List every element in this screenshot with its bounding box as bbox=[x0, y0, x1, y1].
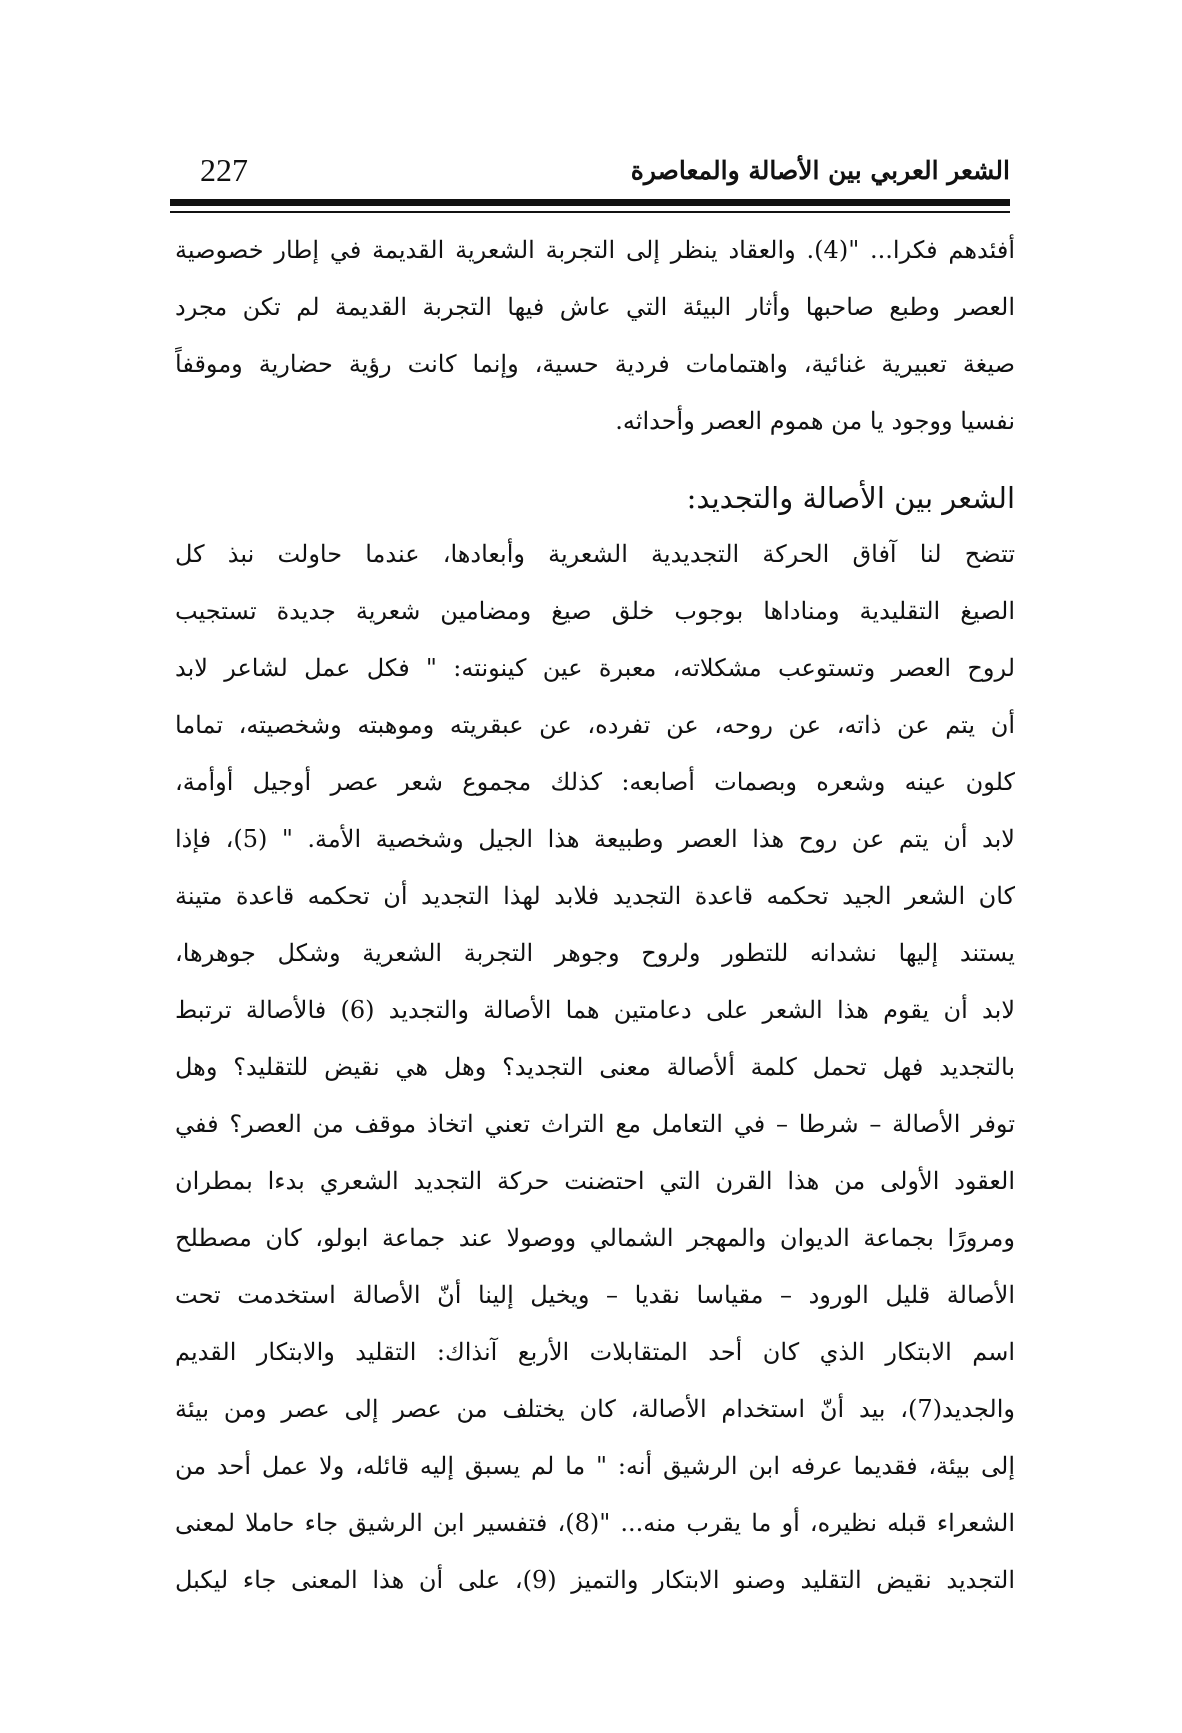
page-number: 227 bbox=[200, 152, 248, 188]
text-line: تتضح لنا آفاق الحركة التجديدية الشعرية وأبعادها، عندما حاولت نبذ كل bbox=[175, 540, 1015, 568]
text-line: يستند إليها نشدانه للتطور ولروح وجوهر التجربة الشعرية وشكل جوهرها، bbox=[175, 939, 1015, 967]
running-header bbox=[170, 150, 1010, 196]
header-rule-thick bbox=[170, 199, 1010, 206]
text-line: كلون عينه وشعره وبصمات أصابعه: كذلك مجموع شعر عصر أوجيل أوأمة، bbox=[175, 768, 1015, 796]
text-line: التجديد نقيض التقليد وصنو الابتكار والتميز (9)، على أن هذا المعنى جاء ليكبل bbox=[175, 1566, 1015, 1594]
text-line: لابد أن يقوم هذا الشعر على دعامتين هما الأصالة والتجديد (6) فالأصالة ترتبط bbox=[175, 996, 1015, 1024]
text-line: لابد أن يتم عن روح هذا العصر وطبيعة هذا الجيل وشخصية الأمة. " (5)، فإذا bbox=[175, 825, 1015, 853]
text-line: بالتجديد فهل تحمل كلمة ألأصالة معنى التجديد؟ وهل هي نقيض للتقليد؟ وهل bbox=[175, 1053, 1015, 1081]
text-line: إلى بيئة، فقديما عرفه ابن الرشيق أنه: " ما لم يسبق إليه قائله، ولا عمل أحد من bbox=[175, 1452, 1015, 1480]
text-line: كان الشعر الجيد تحكمه قاعدة التجديد فلابد لهذا التجديد أن تحكمه قاعدة متينة bbox=[175, 882, 1015, 910]
paragraph-1 bbox=[175, 222, 1015, 450]
text-line: الشعراء قبله نظيره، أو ما يقرب منه... "(8)، فتفسير ابن الرشيق جاء حاملا لمعنى bbox=[175, 1509, 1015, 1537]
text-line: لروح العصر وتستوعب مشكلاته، معبرة عين كينونته: " فكل عمل لشاعر لابد bbox=[175, 654, 1015, 682]
text-line: أفئدهم فكرا... "(4). والعقاد ينظر إلى التجربة الشعرية القديمة في إطار خصوصية bbox=[175, 236, 1015, 264]
header-title: الشعر العربي بين الأصالة والمعاصرة bbox=[630, 156, 1010, 185]
text-line: الصيغ التقليدية ومناداها بوجوب خلق صيغ ومضامين شعرية جديدة تستجيب bbox=[175, 597, 1015, 625]
text-line: ومرورًا بجماعة الديوان والمهجر الشمالي ووصولا عند جماعة ابولو، كان مصطلح bbox=[175, 1224, 1015, 1252]
header-rule-thin bbox=[170, 211, 1010, 213]
section-heading: الشعر بين الأصالة والتجديد: bbox=[686, 481, 1015, 515]
text-line: العصر وطبع صاحبها وأثار البيئة التي عاش فيها التجربة القديمة لم تكن مجرد bbox=[175, 293, 1015, 321]
text-line: أن يتم عن ذاته، عن روحه، عن تفرده، عن عبقريته وموهبته وشخصيته، تماما bbox=[175, 711, 1015, 739]
paragraph-2 bbox=[175, 526, 1015, 1609]
text-line: نفسيا ووجود يا من هموم العصر وأحداثه. bbox=[615, 407, 1015, 435]
text-line: اسم الابتكار الذي كان أحد المتقابلات الأربع آنذاك: التقليد والابتكار القديم bbox=[175, 1338, 1015, 1366]
text-line: توفر الأصالة – شرطا – في التعامل مع التراث تعني اتخاذ موقف من العصر؟ ففي bbox=[175, 1110, 1015, 1138]
text-line: العقود الأولى من هذا القرن التي احتضنت حركة التجديد الشعري بدءا بمطران bbox=[175, 1167, 1015, 1195]
body-text bbox=[175, 222, 1015, 1609]
text-line: صيغة تعبيرية غنائية، واهتمامات فردية حسية، وإنما كانت رؤية حضارية وموقفاً bbox=[175, 350, 1015, 378]
text-line: الأصالة قليل الورود – مقياسا نقديا – ويخيل إلينا أنّ الأصالة استخدمت تحت bbox=[175, 1281, 1015, 1309]
text-line: والجديد(7)، بيد أنّ استخدام الأصالة، كان يختلف من عصر إلى عصر ومن بيئة bbox=[175, 1395, 1015, 1423]
